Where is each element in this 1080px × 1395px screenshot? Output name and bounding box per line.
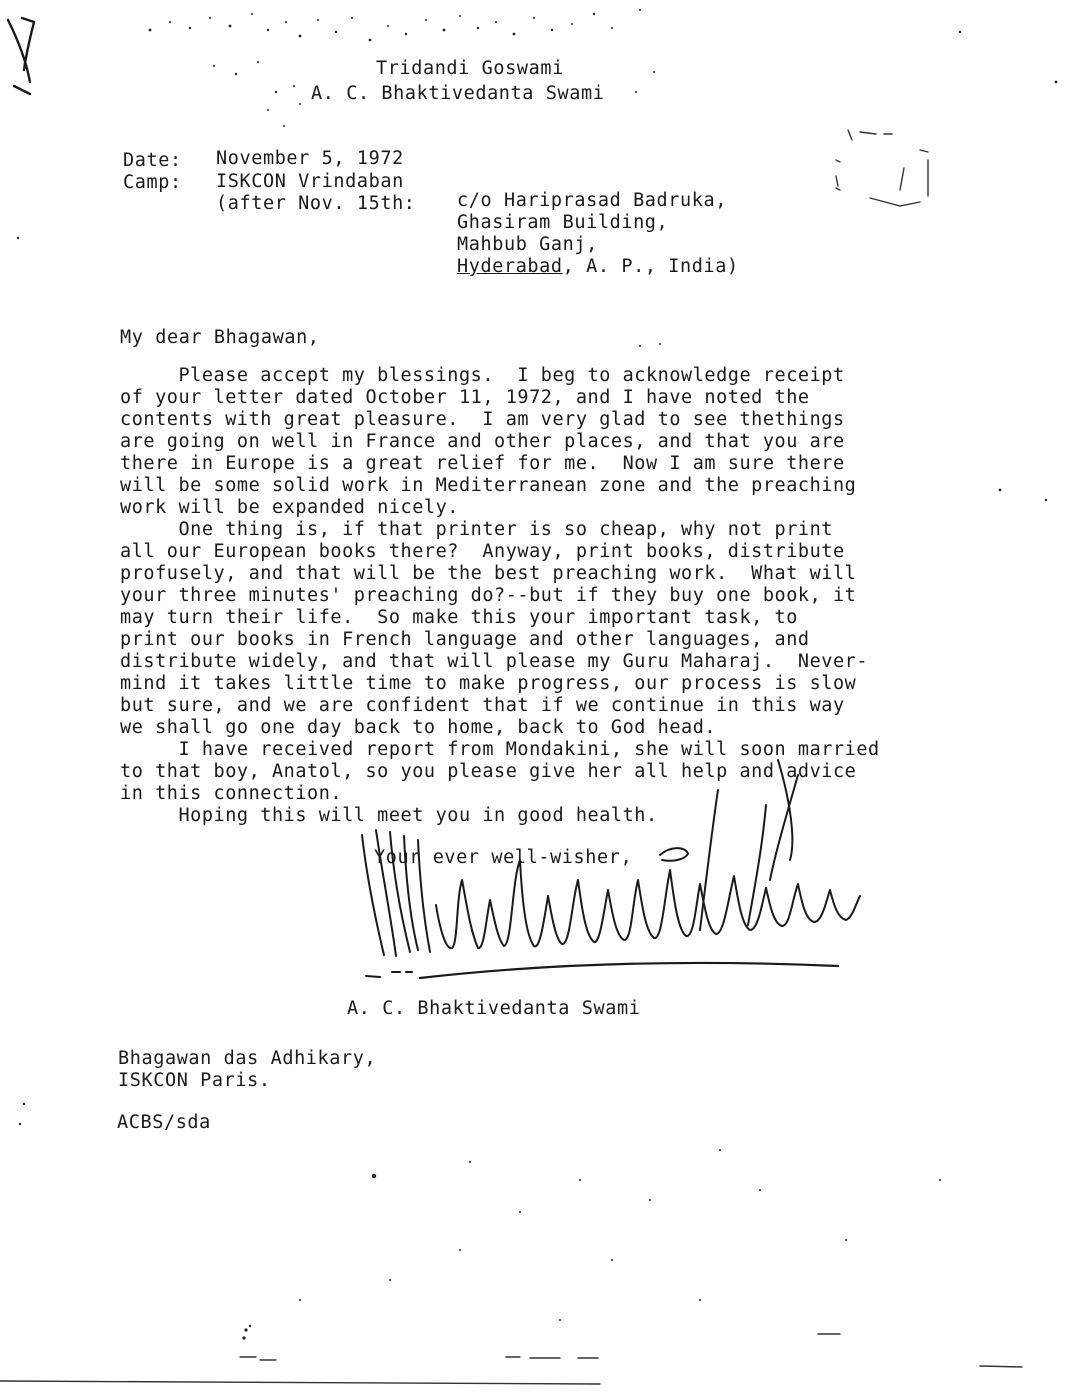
body-line: to that boy, Anatol, so you please give her all help and advice: [120, 761, 857, 782]
body-line: mind it takes little time to make progress, our process is slow: [120, 673, 857, 694]
body-line: all our European books there? Anyway, print books, distribute: [120, 541, 845, 562]
closing: Your ever well-wisher,: [374, 847, 633, 868]
body-line: there in Europe is a great relief for me. Now I am sure there: [120, 453, 845, 474]
body-line: in this connection.: [120, 783, 343, 804]
camp-label: Camp:: [123, 172, 182, 193]
address-line-1: c/o Hariprasad Badruka,: [457, 190, 727, 211]
reference-initials: ACBS/sda: [117, 1112, 211, 1133]
body-line: I have received report from Mondakini, she will soon married: [120, 739, 880, 760]
address-line-2: Ghasiram Building,: [457, 212, 669, 233]
date-value: November 5, 1972: [216, 148, 404, 169]
body-line: profusely, and that will be the best preaching work. What will: [120, 563, 857, 584]
salutation: My dear Bhagawan,: [120, 327, 320, 348]
address-line-3: Mahbub Ganj,: [457, 234, 598, 255]
recipient-name: Bhagawan das Adhikary,: [118, 1048, 377, 1069]
body-line: work will be expanded nicely.: [120, 497, 459, 518]
body-line: your three minutes' preaching do?--but if they buy one book, it: [120, 585, 857, 606]
letterhead-title: Tridandi Goswami: [376, 58, 564, 79]
body-line: may turn their life. So make this your important task, to: [120, 607, 798, 628]
body-line: distribute widely, and that will please my Guru Maharaj. Never-: [120, 651, 869, 672]
body-line: contents with great pleasure. I am very glad to see thethings: [120, 409, 845, 430]
body-line: we shall go one day back to home, back to God head.: [120, 717, 717, 738]
after-date-prefix: (after Nov. 15th:: [216, 193, 416, 214]
body-line: but sure, and we are confident that if we continue in this way: [120, 695, 845, 716]
body-line: are going on well in France and other places, and that you are: [120, 431, 845, 452]
body-line: One thing is, if that printer is so cheap, why not print: [120, 519, 833, 540]
body-line: Please accept my blessings. I beg to acknowledge receipt: [120, 365, 845, 386]
address-city: Hyderabad: [457, 256, 563, 277]
camp-value: ISKCON Vrindaban: [216, 171, 404, 192]
body-line: of your letter dated October 11, 1972, and I have noted the: [120, 387, 810, 408]
body-line: print our books in French language and other languages, and: [120, 629, 810, 650]
date-label: Date:: [123, 150, 182, 171]
address-rest: , A. P., India): [562, 256, 739, 277]
signature-name: A. C. Bhaktivedanta Swami: [347, 998, 641, 1019]
body-line: will be some solid work in Mediterranean zone and the preaching: [120, 475, 857, 496]
recipient-place: ISKCON Paris.: [118, 1070, 271, 1091]
letterhead-name: A. C. Bhaktivedanta Swami: [311, 83, 605, 104]
body-line: Hoping this will meet you in good health.: [120, 805, 658, 826]
